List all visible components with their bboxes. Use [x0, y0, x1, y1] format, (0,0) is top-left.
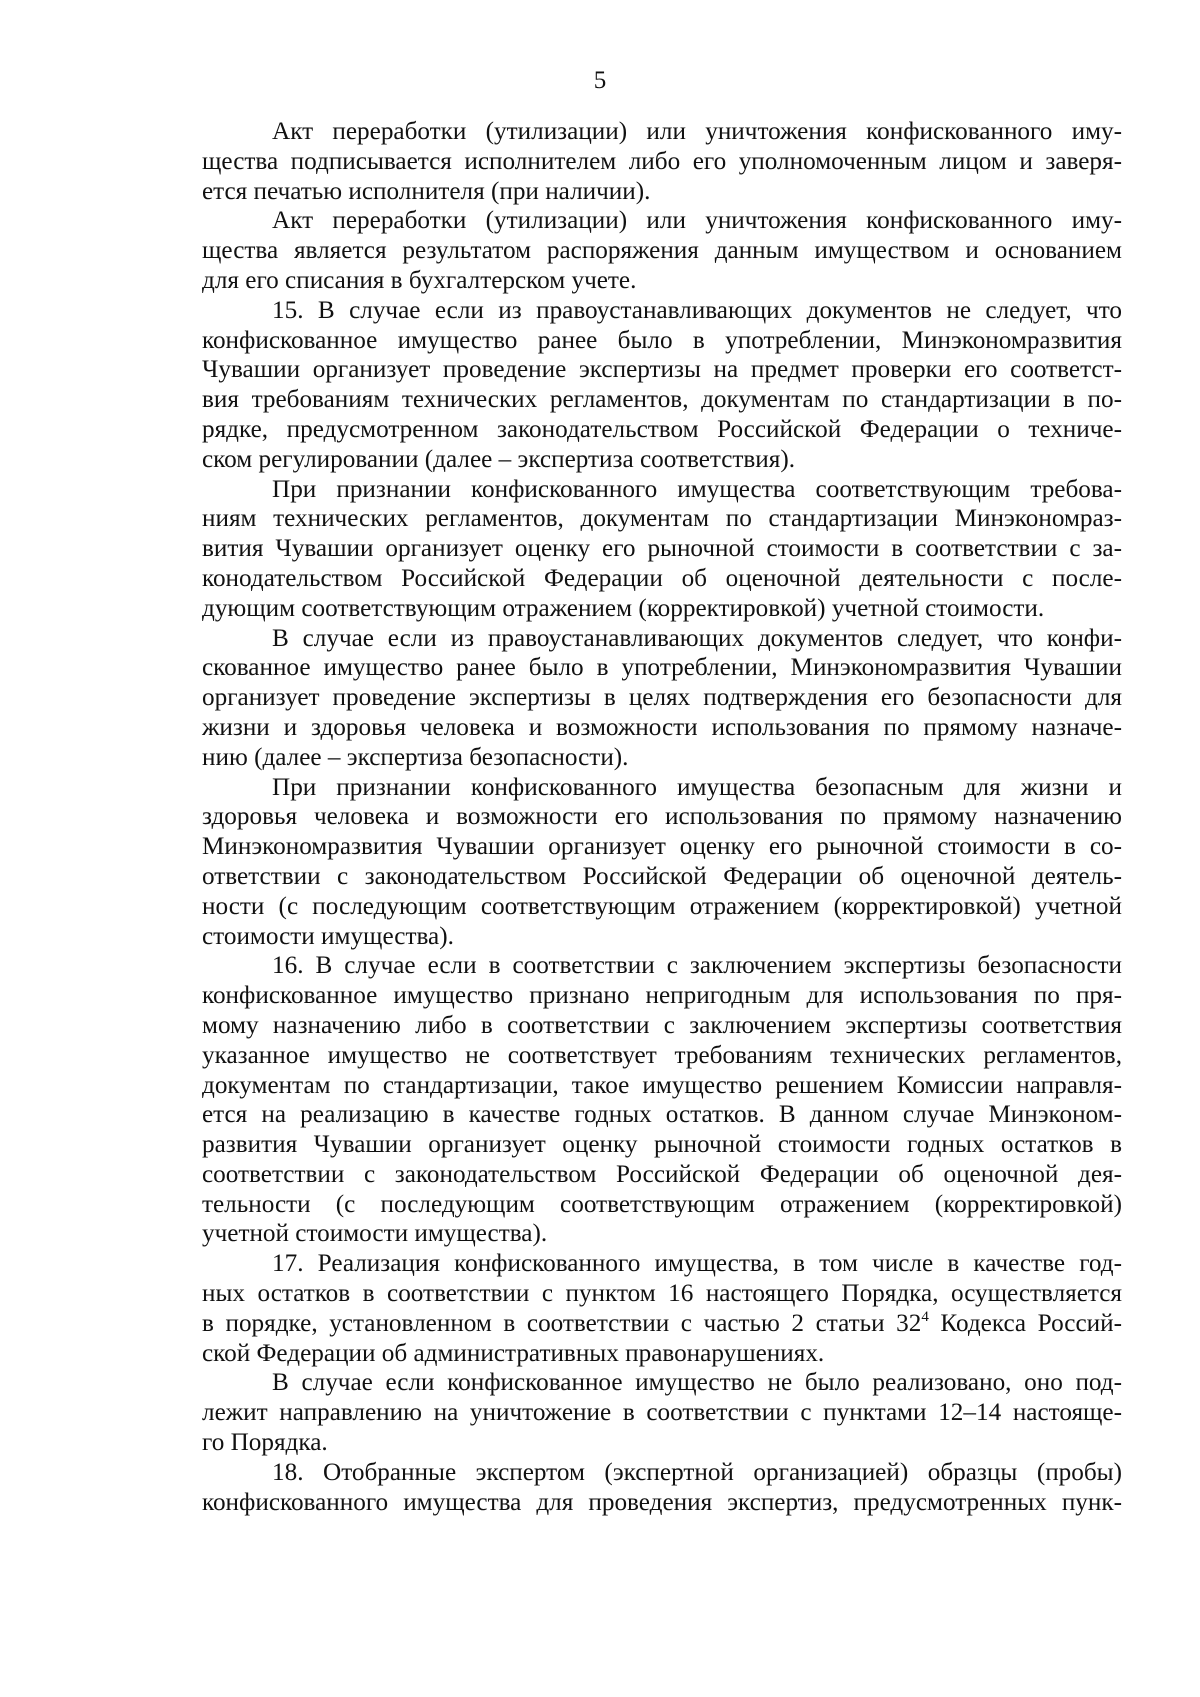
- text-line: конфискованного имущества для проведения экспертиз, предусмотренных пунк-: [202, 1488, 1122, 1516]
- text-line: дующим соответствующим отражением (корректировкой) учетной стоимости.: [202, 594, 1045, 622]
- document-body: [202, 117, 1122, 1517]
- text-segment: Кодекса Россий-: [928, 1309, 1122, 1337]
- text-line: ности (с последующим соответствующим отражением (корректировкой) учетной: [202, 892, 1122, 920]
- text-line: конфискованное имущество ранее было в употреблении, Минэкономразвития: [202, 326, 1122, 354]
- paragraph: [202, 1368, 1122, 1457]
- text-line: ском регулировании (далее – экспертиза соответствия).: [202, 445, 796, 473]
- text-line: конфискованное имущество признано непригодным для использования по пря-: [202, 982, 1122, 1010]
- paragraph: [202, 296, 1122, 475]
- text-line: ется печатью исполнителя (при наличии).: [202, 177, 651, 205]
- text-line: рядке, предусмотренном законодательством Российской Федерации о техниче-: [202, 415, 1122, 443]
- text-line: организует проведение экспертизы в целях подтверждения его безопасности для: [202, 684, 1122, 712]
- text-line: 16. В случае если в соответствии с заключением экспертизы безопасности: [272, 952, 1122, 980]
- text-line: В случае если конфискованное имущество не было реализовано, оно под-: [272, 1369, 1122, 1397]
- text-line: документам по стандартизации, такое имущество решением Комиссии направля-: [202, 1071, 1122, 1099]
- text-line: вития Чувашии организует оценку его рыночной стоимости в соответствии с за-: [202, 535, 1122, 563]
- text-line: стоимости имущества).: [202, 922, 454, 950]
- superscript: 4: [921, 1308, 929, 1325]
- text-line: При признании конфискованного имущества безопасным для жизни и: [272, 773, 1122, 801]
- paragraph: [202, 1458, 1122, 1518]
- text-line: ответствии с законодательством Российской Федерации об оценочной деятель-: [202, 862, 1122, 890]
- text-line: жизни и здоровья человека и возможности использования по прямому назначе-: [202, 713, 1122, 741]
- text-line: Чувашии организует проведение экспертизы на предмет проверки его соответст-: [202, 356, 1122, 384]
- text-line: указанное имущество не соответствует требованиям технических регламентов,: [202, 1041, 1122, 1069]
- text-line: Акт переработки (утилизации) или уничтожения конфискованного иму-: [272, 118, 1122, 145]
- paragraph: [202, 475, 1122, 624]
- text-line: учетной стоимости имущества).: [202, 1220, 548, 1248]
- text-line: 17. Реализация конфискованного имущества, в том числе в качестве год-: [272, 1250, 1122, 1278]
- text-line: 18. Отобранные экспертом (экспертной организацией) образцы (пробы): [272, 1458, 1122, 1486]
- text-line: Минэкономразвития Чувашии организует оценку его рыночной стоимости в со-: [202, 833, 1122, 861]
- paragraph: [202, 117, 1122, 206]
- text-line: При признании конфискованного имущества соответствующим требова-: [272, 475, 1122, 503]
- paragraph: [202, 206, 1122, 295]
- text-line: 15. В случае если из правоустанавливающих документов не следует, что: [272, 296, 1122, 324]
- text-line: лежит направлению на уничтожение в соответствии с пунктами 12–14 настояще-: [202, 1399, 1122, 1427]
- text-line: щества является результатом распоряжения данным имуществом и основанием: [202, 237, 1122, 265]
- paragraph: [202, 773, 1122, 952]
- text-line: скованное имущество ранее было в употреблении, Минэкономразвития Чувашии: [202, 654, 1122, 682]
- text-line: вия требованиям технических регламентов, документам по стандартизации в по-: [202, 386, 1122, 414]
- text-segment: в порядке, установленном в соответствии с частью 2 статьи 32: [202, 1309, 922, 1337]
- paragraph: [202, 1249, 1122, 1368]
- text-line: щества подписывается исполнителем либо его уполномоченным лицом и заверя-: [202, 147, 1122, 175]
- text-line: Акт переработки (утилизации) или уничтожения конфискованного иму-: [272, 207, 1122, 235]
- paragraph: [202, 951, 1122, 1249]
- page-number: 5: [593, 67, 607, 94]
- text-line: В случае если из правоустанавливающих документов следует, что конфи-: [272, 624, 1122, 652]
- text-line: развития Чувашии организует оценку рыночной стоимости годных остатков в: [202, 1131, 1122, 1159]
- text-line: нию (далее – экспертиза безопасности).: [202, 743, 629, 771]
- text-line: конодательством Российской Федерации об оценочной деятельности с после-: [202, 564, 1122, 592]
- text-line: мому назначению либо в соответствии с заключением экспертизы соответствия: [202, 1011, 1122, 1039]
- paragraph: [202, 624, 1122, 773]
- text-line: соответствии с законодательством Российской Федерации об оценочной дея-: [202, 1160, 1122, 1188]
- text-line: здоровья человека и возможности его использования по прямому назначению: [202, 803, 1122, 831]
- text-line: [202, 1309, 1122, 1339]
- text-line: ниям технических регламентов, документам по стандартизации Минэкономраз-: [202, 505, 1122, 533]
- text-line: для его списания в бухгалтерском учете.: [202, 266, 637, 294]
- text-line: го Порядка.: [202, 1429, 328, 1457]
- text-line: ных остатков в соответствии с пунктом 16 настоящего Порядка, осуществляется: [202, 1280, 1122, 1308]
- text-line: ется на реализацию в качестве годных остатков. В данном случае Минэконом-: [202, 1101, 1122, 1129]
- text-line: ской Федерации об административных правонарушениях.: [202, 1339, 825, 1367]
- text-line: тельности (с последующим соответствующим отражением (корректировкой): [202, 1190, 1122, 1218]
